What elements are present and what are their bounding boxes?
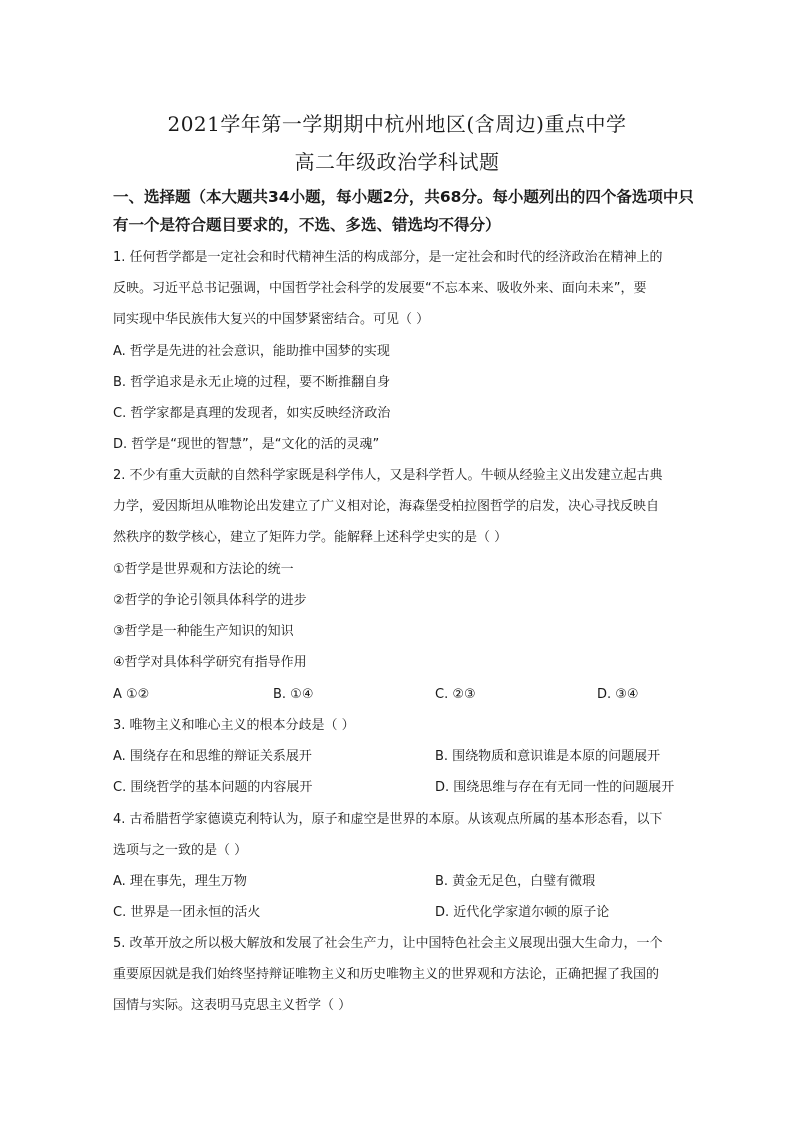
question-2-line-1: 2. 不少有重大贡献的自然科学家既是科学伟人，又是科学哲人。牛顿从经验主义出发建立起古典 [113,468,663,483]
section-heading: 一、选择题（本大题共34小题，每小题2分，共68分。每小题列出的四个备选项中只有一个是符合题目要求的，不选、多选、错选均不得分） [113,188,694,234]
question-2-option-a: A ①② [113,687,150,702]
question-1-option-d: D. 哲学是“现世的智慧”，是“文化的活的灵魂” [113,437,380,452]
question-2-line-2: 力学，爱因斯坦从唯物论出发建立了广义相对论，海森堡受柏拉图哲学的启发，决心寻找反映自 [113,499,660,514]
exam-subtitle: 高二年级政治学科试题 [294,150,500,174]
question-2-option-d: D. ③④ [597,687,639,702]
question-4-option-c: C. 世界是一团永恒的活火 [113,905,261,920]
question-1-option-a: A. 哲学是先进的社会意识，能助推中国梦的实现 [113,344,390,359]
question-3-line-1: 3. 唯物主义和唯心主义的根本分歧是（ ） [113,718,355,733]
question-4-option-b: B. 黄金无足色，白璧有微瑕 [435,874,596,889]
question-2-statement-1: ①哲学是世界观和方法论的统一 [113,562,294,577]
question-4-line-1: 4. 古希腊哲学家德谟克利特认为，原子和虚空是世界的本原。从该观点所属的基本形态看，以下 [113,812,663,827]
question-1-line-3: 同实现中华民族伟大复兴的中国梦紧密结合。可见（ ） [113,312,430,327]
question-5-line-2: 重要原因就是我们始终坚持辩证唯物主义和历史唯物主义的世界观和方法论，正确把握了我国的 [113,967,660,982]
question-2-option-c: C. ②③ [435,687,476,702]
question-5-line-1: 5. 改革开放之所以极大解放和发展了社会生产力，让中国特色社会主义展现出强大生命力，一个 [113,936,663,951]
question-4-option-d: D. 近代化学家道尔顿的原子论 [435,905,610,920]
question-3-option-a: A. 围绕存在和思维的辩证关系展开 [113,749,312,764]
question-1-line-1: 1. 任何哲学都是一定社会和时代精神生活的构成部分，是一定社会和时代的经济政治在精神上的 [113,250,663,265]
question-3-option-d: D. 围绕思维与存在有无同一性的问题展开 [435,780,675,795]
question-5-line-3: 国情与实际。这表明马克思主义哲学（ ） [113,998,352,1013]
exam-title: 2021学年第一学期期中杭州地区(含周边)重点中学 [167,112,627,136]
question-4-option-a: A. 理在事先，理生万物 [113,874,247,889]
question-4-line-2: 选项与之一致的是（ ） [113,843,248,858]
question-3-option-c: C. 围绕哲学的基本问题的内容展开 [113,780,313,795]
question-2-statement-3: ③哲学是一种能生产知识的知识 [113,624,294,639]
question-1-option-c: C. 哲学家都是真理的发现者，如实反映经济政治 [113,406,391,421]
question-3-option-b: B. 围绕物质和意识谁是本原的问题展开 [435,749,661,764]
question-2-option-b: B. ①④ [273,687,314,702]
question-2-line-3: 然秩序的数学核心，建立了矩阵力学。能解释上述科学史实的是（ ） [113,530,508,545]
question-2-statement-2: ②哲学的争论引领具体科学的进步 [113,593,307,608]
question-2-statement-4: ④哲学对具体科学研究有指导作用 [113,655,307,670]
question-1-line-2: 反映。习近平总书记强调，中国哲学社会科学的发展要“不忘本来、吸收外来、面向未来”，要 [113,281,647,296]
question-1-option-b: B. 哲学追求是永无止境的过程，要不断推翻自身 [113,375,391,390]
